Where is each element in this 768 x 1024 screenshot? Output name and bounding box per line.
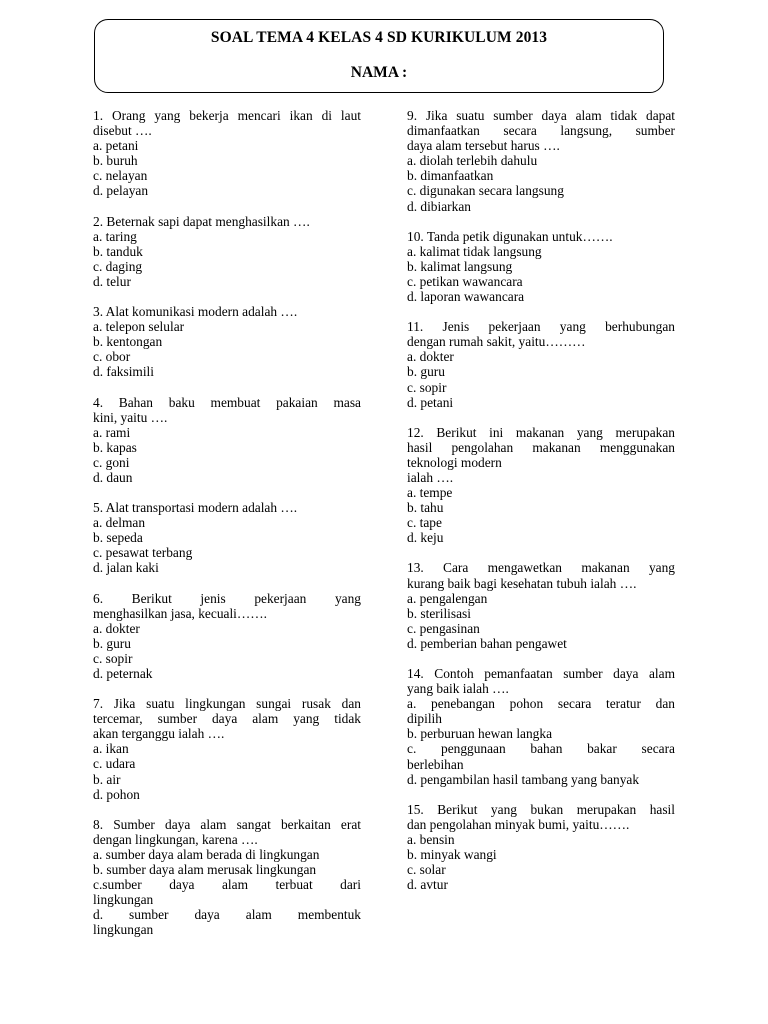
question-9 (407, 108, 675, 214)
answer-option: a. tempe (407, 485, 453, 501)
answer-option: c. pesawat terbang (93, 545, 193, 561)
answer-option: c. daging (93, 258, 143, 274)
question-stem-line: 14. Contoh pemanfaatan sumber daya alam (407, 666, 675, 681)
question-stem-line: 11. Jenis pekerjaan yang berhubungan (407, 319, 675, 335)
answer-option: d. petani (407, 394, 454, 410)
question-stem-line: kurang baik bagi kesehatan tubuh ialah …. (407, 575, 637, 591)
question-stem-line: 4. Bahan baku membuat pakaian masa (93, 394, 361, 410)
answer-option: c. goni (93, 454, 130, 470)
answer-option: b. kentongan (93, 334, 163, 350)
answer-option: a. pengalengan (407, 590, 488, 606)
answer-option: d. sumber daya alam membentuk (93, 907, 361, 923)
answer-option: b. kapas (93, 439, 137, 455)
answer-option: b. kalimat langsung (407, 258, 513, 274)
answer-option: d. dibiarkan (407, 198, 471, 214)
answer-option: d. keju (407, 530, 444, 546)
question-stem-line: menghasilkan jasa, kecuali……. (93, 605, 268, 621)
question-stem-line: 1. Orang yang bekerja mencari ikan di laut (93, 108, 361, 123)
answer-option: c.sumber daya alam terbuat dari (93, 877, 361, 893)
question-stem-line: 9. Jika suatu sumber daya alam tidak dapat (407, 108, 675, 123)
answer-option: c. penggunaan bahan bakar secara (407, 741, 675, 757)
answer-option: c. pengasinan (407, 620, 480, 636)
answer-option: lingkungan (93, 922, 154, 938)
answer-option: d. jalan kaki (93, 560, 159, 576)
answer-option: a. dokter (407, 349, 454, 365)
name-label: NAMA : (350, 64, 408, 81)
question-1 (93, 108, 361, 199)
question-10 (407, 229, 675, 304)
answer-option: a. ikan (93, 741, 129, 757)
question-15 (407, 802, 675, 893)
question-stem-line: dengan lingkungan, karena …. (93, 831, 258, 847)
question-stem-line: tercemar, sumber daya alam yang tidak (93, 711, 361, 727)
question-stem-line: 6. Berikut jenis pekerjaan yang (93, 590, 361, 606)
answer-option: b. buruh (93, 153, 138, 169)
answer-option: c. udara (93, 756, 136, 772)
answer-option: a. delman (93, 515, 146, 531)
answer-option: d. pelayan (93, 183, 149, 199)
question-stem-line: ialah …. (407, 469, 454, 485)
answer-option: b. sterilisasi (407, 605, 471, 621)
answer-option: d. daun (93, 469, 133, 485)
question-5 (93, 500, 361, 575)
answer-option: a. kalimat tidak langsung (407, 243, 542, 259)
question-stem-line: 12. Berikut ini makanan yang merupakan (407, 424, 675, 440)
answer-option: c. nelayan (93, 168, 148, 184)
answer-option: berlebihan (407, 756, 464, 772)
answer-option: d. pengambilan hasil tambang yang banyak (407, 771, 640, 787)
answer-option: b. guru (93, 635, 131, 651)
answer-option: d. pemberian bahan pengawet (407, 635, 567, 651)
question-stem-line: dimanfaatkan secara langsung, sumber (407, 123, 675, 139)
answer-option: a. sumber daya alam berada di lingkungan (93, 846, 320, 862)
answer-option: c. obor (93, 349, 131, 365)
answer-option: c. petikan wawancara (407, 273, 523, 289)
question-stem-line: yang baik ialah …. (407, 681, 509, 697)
question-12 (407, 425, 675, 546)
answer-option: c. sopir (407, 379, 447, 395)
question-stem-line: 3. Alat komunikasi modern adalah …. (93, 304, 298, 320)
question-7 (93, 696, 361, 802)
question-stem-line: dengan rumah sakit, yaitu……… (407, 334, 586, 350)
question-13 (407, 560, 675, 651)
answer-option: a. bensin (407, 831, 455, 847)
question-stem-line: daya alam tersebut harus …. (407, 138, 560, 154)
question-6 (93, 591, 361, 682)
question-stem-line: 10. Tanda petik digunakan untuk……. (407, 228, 613, 244)
question-8 (93, 817, 361, 938)
question-stem-line: hasil pengolahan makanan menggunakan (407, 439, 675, 455)
answer-option: c. solar (407, 862, 446, 878)
question-11 (407, 319, 675, 410)
answer-option: b. tanduk (93, 243, 143, 259)
answer-option: b. tahu (407, 500, 444, 516)
answer-option: d. pohon (93, 786, 140, 802)
question-stem-line: teknologi modern (407, 454, 502, 470)
header-box (94, 19, 664, 93)
answer-option: a. taring (93, 228, 137, 244)
question-stem-line: disebut …. (93, 123, 152, 139)
worksheet-title: SOAL TEMA 4 KELAS 4 SD KURIKULUM 2013 (210, 29, 548, 46)
question-stem-line: 7. Jika suatu lingkungan sungai rusak dan (93, 696, 361, 712)
answer-option: b. sumber daya alam merusak lingkungan (93, 862, 317, 878)
question-stem-line: dan pengolahan minyak bumi, yaitu……. (407, 816, 630, 832)
answer-option: b. air (93, 771, 121, 787)
answer-option: b. minyak wangi (407, 847, 497, 863)
answer-option: d. faksimili (93, 364, 154, 380)
right-column (407, 108, 675, 907)
answer-option: d. laporan wawancara (407, 289, 525, 305)
answer-option: c. sopir (93, 650, 133, 666)
left-column (93, 108, 361, 953)
answer-option: a. penebangan pohon secara teratur dan (407, 696, 675, 712)
answer-option: d. avtur (407, 877, 448, 893)
answer-option: b. perburuan hewan langka (407, 726, 553, 742)
question-stem-line: akan terganggu ialah …. (93, 726, 225, 742)
question-4 (93, 395, 361, 486)
answer-option: b. dimanfaatkan (407, 168, 494, 184)
question-stem-line: 15. Berikut yang bukan merupakan hasil (407, 801, 675, 817)
question-3 (93, 304, 361, 379)
question-stem-line: kini, yaitu …. (93, 409, 168, 425)
answer-option: d. telur (93, 273, 131, 289)
answer-option: b. guru (407, 364, 445, 380)
question-2 (93, 214, 361, 289)
answer-option: a. dokter (93, 620, 140, 636)
answer-option: a. diolah terlebih dahulu (407, 153, 538, 169)
answer-option: c. digunakan secara langsung (407, 183, 564, 199)
answer-option: b. sepeda (93, 530, 143, 546)
answer-option: dipilih (407, 711, 442, 727)
question-stem-line: 2. Beternak sapi dapat menghasilkan …. (93, 213, 310, 229)
question-stem-line: 13. Cara mengawetkan makanan yang (407, 560, 675, 576)
answer-option: d. peternak (93, 666, 153, 681)
answer-option: a. petani (93, 138, 139, 154)
question-stem-line: 5. Alat transportasi modern adalah …. (93, 500, 298, 516)
question-stem-line: 8. Sumber daya alam sangat berkaitan erat (93, 816, 361, 832)
answer-option: a. telepon selular (93, 319, 185, 335)
question-14 (407, 666, 675, 787)
answer-option: lingkungan (93, 892, 154, 908)
answer-option: a. rami (93, 424, 131, 440)
answer-option: c. tape (407, 515, 442, 531)
